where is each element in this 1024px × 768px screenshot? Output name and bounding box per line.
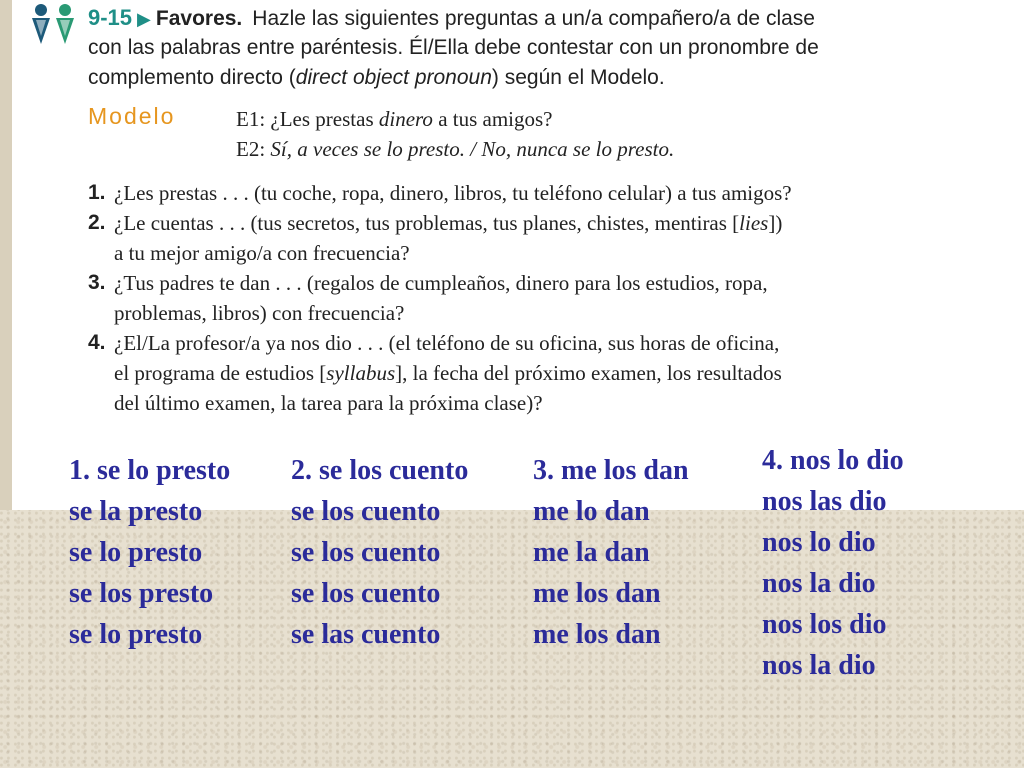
answer-column-3 xyxy=(533,450,689,655)
exercise-header xyxy=(88,3,815,34)
answer-line: me los dan xyxy=(533,619,661,650)
instruction-text xyxy=(88,33,819,93)
exercise-number: 9-15 xyxy=(88,5,133,30)
question-number: 2. xyxy=(88,211,106,234)
modelo-example xyxy=(236,104,674,164)
answer-line: nos lo dio xyxy=(762,527,876,558)
answer-column-2 xyxy=(291,450,468,655)
answer-line: 1. se lo presto xyxy=(69,455,231,486)
answer-line: se los presto xyxy=(69,578,214,609)
question-number: 1. xyxy=(88,181,106,204)
question-line: problemas, libros) con frecuencia? xyxy=(114,301,405,325)
answer-line: nos la dio xyxy=(762,650,876,681)
pair-of-students-icon xyxy=(30,2,78,46)
modelo-e1: E1: ¿Les prestas dinero a tus amigos? xyxy=(236,107,553,131)
instruction-line-3: complemento directo (direct object pronoun) según el Modelo. xyxy=(88,66,665,89)
answer-line: me los dan xyxy=(533,578,661,609)
modelo-e2: E2: Sí, a veces se lo presto. / No, nunca se lo presto. xyxy=(236,137,675,161)
answer-line: se los cuento xyxy=(291,578,441,609)
question-line: ¿El/La profesor/a ya nos dio . . . (el teléfono de su oficina, sus horas de oficina, xyxy=(114,331,780,355)
answer-line: 4. nos lo dio xyxy=(762,445,904,476)
question-line: a tu mejor amigo/a con frecuencia? xyxy=(114,241,410,265)
modelo-label: Modelo xyxy=(88,103,176,129)
answer-column-1 xyxy=(69,450,230,655)
answer-line: se las cuento xyxy=(291,619,441,650)
question-list xyxy=(88,178,792,418)
answer-line: se los cuento xyxy=(291,537,441,568)
question-item-4 xyxy=(88,328,792,418)
question-line: ¿Le cuentas . . . (tus secretos, tus problemas, tus planes, chistes, mentiras [lies]) xyxy=(114,211,783,235)
answer-column-4 xyxy=(762,440,904,686)
question-line: ¿Les prestas . . . (tu coche, ropa, dinero, libros, tu teléfono celular) a tus amigos? xyxy=(114,181,792,205)
answer-line: me la dan xyxy=(533,537,650,568)
question-line: del último examen, la tarea para la próxima clase)? xyxy=(114,391,543,415)
answer-line: 2. se los cuento xyxy=(291,455,469,486)
answer-line: me lo dan xyxy=(533,496,650,527)
answer-line: se lo presto xyxy=(69,537,203,568)
answer-line: se lo presto xyxy=(69,619,203,650)
answer-line: nos la dio xyxy=(762,568,876,599)
question-item-2 xyxy=(88,208,792,268)
question-number: 4. xyxy=(88,331,106,354)
answer-line: se la presto xyxy=(69,496,203,527)
left-margin-strip xyxy=(0,0,12,510)
answer-line: 3. me los dan xyxy=(533,455,689,486)
instruction-line-1: Hazle las siguientes preguntas a un/a compañero/a de clase xyxy=(252,7,815,30)
instruction-italic: direct object pronoun xyxy=(295,66,492,89)
play-triangle-icon: ▶ xyxy=(137,9,151,29)
answer-line: nos las dio xyxy=(762,486,887,517)
question-line: ¿Tus padres te dan . . . (regalos de cumpleaños, dinero para los estudios, ropa, xyxy=(114,271,768,295)
instruction-line-2: con las palabras entre paréntesis. Él/Ella debe contestar con un pronombre de xyxy=(88,36,819,59)
question-number: 3. xyxy=(88,271,106,294)
question-item-1 xyxy=(88,178,792,208)
question-item-3 xyxy=(88,268,792,328)
answer-line: se los cuento xyxy=(291,496,441,527)
answer-line: nos los dio xyxy=(762,609,887,640)
question-line: el programa de estudios [syllabus], la fecha del próximo examen, los resultados xyxy=(114,361,782,385)
exercise-title: Favores. xyxy=(155,7,243,30)
